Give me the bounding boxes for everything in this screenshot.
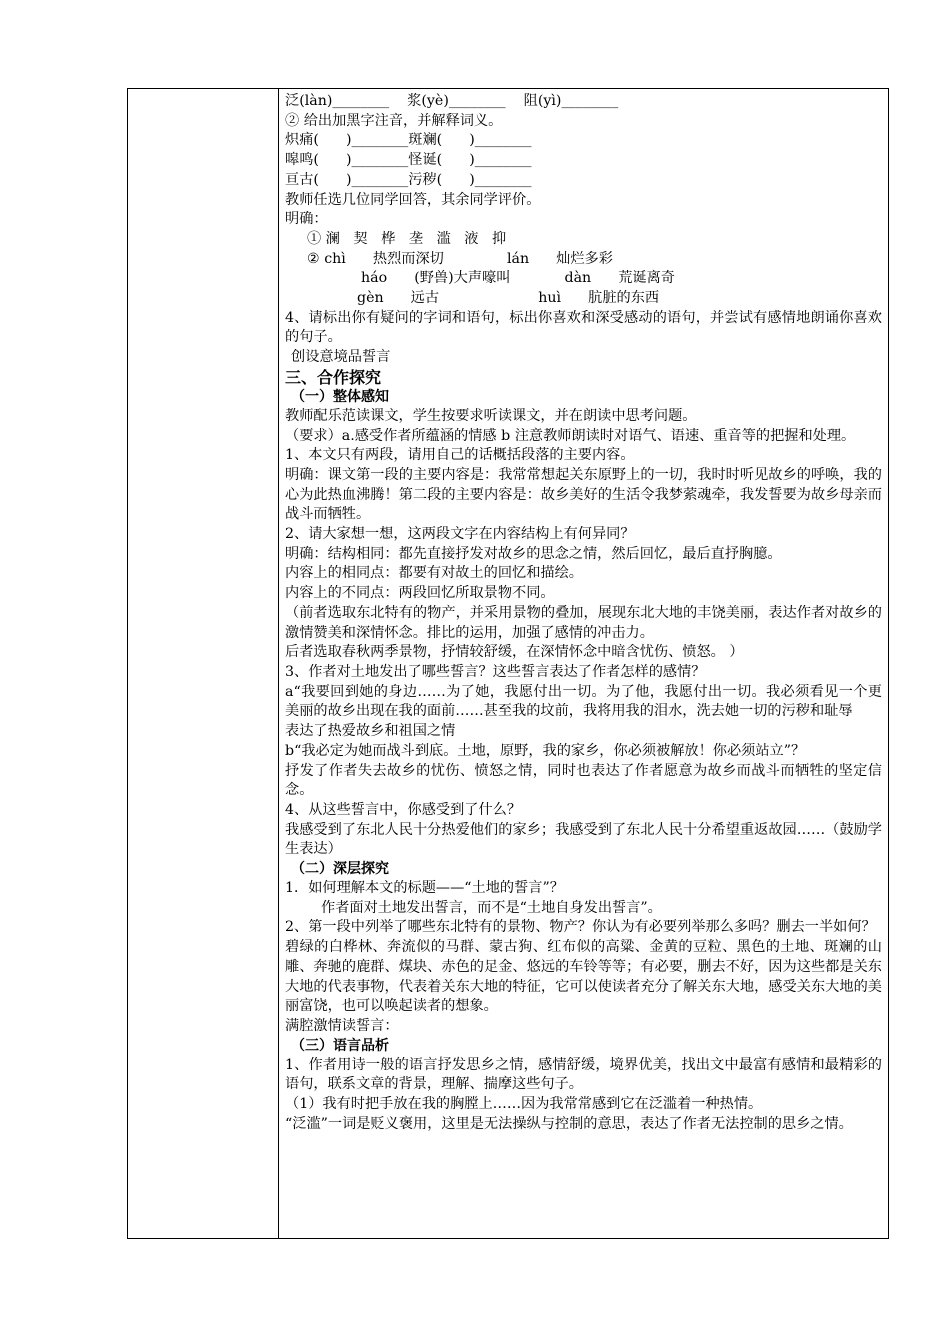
- answer-line: ② chì 热烈而深切 lán 灿烂多彩: [307, 250, 613, 267]
- paragraph: 明确：课文第一段的主要内容是：我常常想起关东原野上的一切，我时时听见故乡的呼唤，我的心为此热血沸腾！第二段的主要内容是：故乡美好的生活令我梦萦魂牵，我发誓要为故乡母亲而战斗而牺牲。: [285, 466, 882, 523]
- subsection-heading: （三）语言品析: [291, 1037, 389, 1054]
- text-line: 明确：: [285, 211, 328, 228]
- text-line: 创设意境品誓言: [291, 349, 391, 366]
- fill-blank-line: 嗥鸣( )________怪诞( )________: [285, 152, 532, 169]
- paragraph: 碧绿的白桦林、奔流似的马群、蒙古狗、红布似的高粱、金黄的豆粒、黑色的土地、斑斓的山雕、奔驰的鹿群、煤块、赤色的足金、悠远的车铃等等；有必要，删去不好，因为这些都是关东大地的代表事物，代表着关东大地的特征，它可以使读者充分了解关东大地，感受关东大地的美丽富饶，也可以唤起读者的想象。: [285, 939, 882, 1015]
- subsection-heading: （一）整体感知: [291, 388, 389, 405]
- answer-line: háo (野兽)大声嚎叫 dàn 荒诞离奇: [361, 270, 675, 287]
- fill-blank-line: 亘古( )________污秽( )________: [285, 171, 532, 188]
- paragraph: 4、请标出你有疑问的字词和语句，标出你喜欢和深受感动的语句，并尝试有感情地朗诵你喜欢的句子。: [285, 309, 882, 346]
- paragraph: a“我要回到她的身边……为了她，我愿付出一切。为了他，我愿付出一切。我必须看见一个更美丽的故乡出现在我的面前……甚至我的坟前，我将用我的泪水，洗去她一切的污秽和耻辱: [285, 683, 882, 720]
- answer-line: gèn 远古 huì 肮脏的东西: [357, 290, 660, 307]
- answer-line: ① 澜 契 桦 垄 滥 液 抑: [307, 230, 507, 247]
- paragraph: 后者选取春秋两季景物，抒情较舒缓，在深情怀念中暗含忧伤、愤怒。 ）: [285, 644, 744, 661]
- paragraph: 抒发了作者失去故乡的忧伤、愤怒之情，同时也表达了作者愿意为故乡而战斗而牺牲的坚定信念。: [285, 762, 882, 799]
- paragraph: 作者面对土地发出誓言，而不是“土地自身发出誓言”。: [321, 899, 662, 916]
- paragraph: 1、作者用诗一般的语言抒发思乡之情，感情舒缓，境界优美，找出文中最富有感情和最精彩的语句，联系文章的背景，理解、揣摩这些句子。: [285, 1056, 882, 1093]
- subsection-heading: （二）深层探究: [291, 861, 389, 878]
- content-cell: [279, 89, 889, 1239]
- paragraph: 2、第一段中列举了哪些东北特有的景物、物产？你认为有必要列举那么多吗？删去一半如何？: [285, 919, 876, 936]
- paragraph: 3、作者对土地发出了哪些誓言？这些誓言表达了作者怎样的感情？: [285, 663, 706, 680]
- paragraph: 内容上的不同点：两段回忆所取景物不同。: [285, 585, 555, 602]
- paragraph: （1）我有时把手放在我的胸膛上……因为我常常感到它在泛滥着一种热情。: [285, 1096, 763, 1113]
- paragraph: （前者选取东北特有的物产，并采用景物的叠加，展现东北大地的丰饶美丽，表达作者对故乡的激情赞美和深情怀念。排比的运用，加强了感情的冲击力。: [285, 604, 882, 641]
- paragraph: 4、从这些誓言中，你感受到了什么？: [285, 801, 522, 818]
- section-heading: 三、合作探究: [285, 367, 382, 387]
- paragraph: （要求）a.感受作者所蕴涵的情感 b 注意教师朗读时对语气、语速、重音等的把握和处理。: [285, 427, 856, 444]
- paragraph: 1．如何理解本文的标题——“土地的誓言”？: [285, 880, 564, 897]
- paragraph: 内容上的相同点：都要有对故土的回忆和描绘。: [285, 565, 583, 582]
- paragraph: “泛滥”一词是贬义褒用，这里是无法操纵与控制的意思，表达了作者无法控制的思乡之情。: [285, 1115, 853, 1132]
- paragraph: 明确：结构相同：都先直接抒发对故乡的思念之情，然后回忆，最后直抒胸臆。: [285, 545, 782, 562]
- paragraph: 我感受到了东北人民十分热爱他们的家乡；我感受到了东北人民十分希望重返故园……（鼓励学生表达）: [285, 821, 882, 858]
- text-line: 教师任选几位同学回答，其余同学评价。: [285, 191, 541, 208]
- lesson-plan-table: [127, 88, 889, 1239]
- fill-blank-line: 炽痛( )________斑斓( )________: [285, 132, 532, 149]
- paragraph: 满腔激情读誓言：: [285, 1017, 399, 1034]
- content-body: [279, 89, 888, 1134]
- instruction-line: ② 给出加黑字注音，并解释词义。: [285, 112, 503, 129]
- paragraph: 2、请大家想一想，这两段文字在内容结构上有何异同？: [285, 526, 635, 543]
- paragraph: 1、本文只有两段，请用自己的话概括段落的主要内容。: [285, 447, 635, 464]
- pinyin-fill-line: 泛(làn)________ 浆(yè)________ 阻(yì)________: [285, 93, 619, 109]
- paragraph: b“我必定为她而战斗到底。土地，原野，我的家乡，你必须被解放！你必须站立”？: [285, 742, 806, 759]
- left-column-cell: [128, 89, 279, 1239]
- paragraph: 教师配乐范读课文，学生按要求听读课文，并在朗读中思考问题。: [285, 407, 697, 424]
- paragraph: 表达了热爱故乡和祖国之情: [285, 723, 456, 740]
